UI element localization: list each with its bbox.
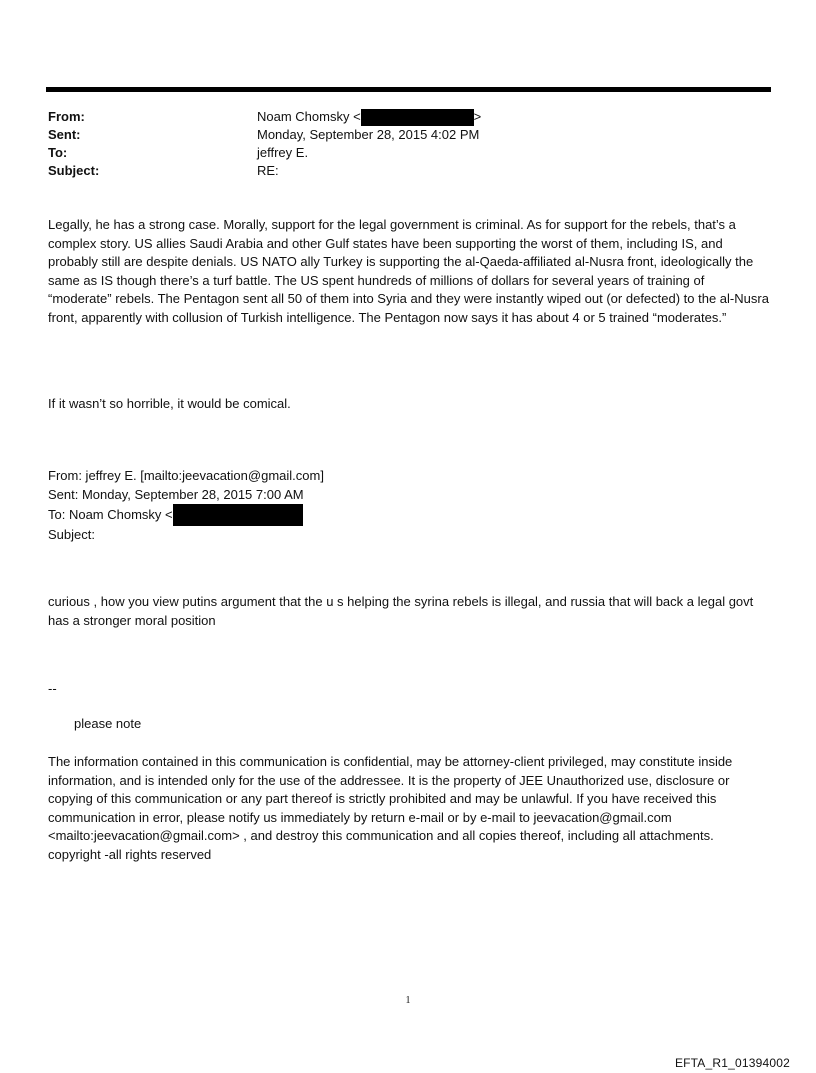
signature-separator: -- — [48, 681, 57, 696]
document-id: EFTA_R1_01394002 — [674, 1056, 790, 1070]
to-value: jeffrey E. — [257, 145, 309, 160]
sent-value: Monday, September 28, 2015 4:02 PM — [257, 127, 480, 142]
from-label: From: — [48, 109, 85, 124]
sent-label: Sent: — [48, 127, 81, 142]
header-subject-row — [48, 162, 481, 180]
forwarded-subject: Subject: — [48, 527, 95, 542]
header-to-row — [48, 144, 481, 162]
subject-value: RE: — [257, 163, 279, 178]
from-close: > — [473, 109, 482, 124]
header-sent-row — [48, 126, 481, 144]
from-value — [257, 108, 481, 126]
forwarded-header — [48, 467, 324, 545]
email-header — [48, 108, 481, 180]
to-label: To: — [48, 145, 68, 160]
subject-label: Subject: — [48, 163, 100, 178]
reply-paragraph-1: Legally, he has a strong case. Morally, support for the legal government is criminal. As for support for the rebels, that’s a complex story. US allies Saudi Arabia and other Gulf states have been supporting the worst of them, including IS, and probably still are despite denials. US NATO ally Turkey is supporting the al-Qaeda-affiliated al-Nusra front, ideologically the same as IS though there’s a turf battle. The US spent hundreds of millions of dollars for several years of training of “moderate” rebels. The Pentagon sent all 50 of them into Syria and they were instantly wiped out (or defected) to the al-Nusra front, apparently with collusion of Turkish intelligence. The Pentagon now says it has about 4 or 5 trained “moderates.” — [48, 217, 769, 325]
page-number: 1 — [405, 995, 411, 1006]
original-message: curious , how you view putins argument that the u s helping the syrina rebels is illegal, and russia that will back a legal govt has a stronger moral position — [48, 594, 754, 628]
forwarded-to-row — [48, 504, 324, 526]
header-rule — [46, 87, 771, 92]
reply-paragraph-2: If it wasn’t so horrible, it would be comical. — [48, 396, 291, 411]
redaction-box — [361, 109, 474, 126]
forwarded-to: To: Noam Chomsky < — [48, 506, 173, 522]
redaction-box — [173, 504, 303, 526]
disclaimer-text: The information contained in this communication is confidential, may be attorney-client privileged, may constitute inside information, and is intended only for the use of the addressee. It is the property of JEE Unauthorized use, disclosure or copying of this communication or any part thereof is strictly prohibited and may be unlawful. If you have received this communication in error, please notify us immediately by return e-mail or by e-mail to jeevacation@gmail.com <mailto:jeevacation@gmail.com> , and destroy this communication and all copies thereof, including all attachments. copyright -all rights reserved — [48, 754, 733, 862]
forwarded-sent: Sent: Monday, September 28, 2015 7:00 AM — [48, 486, 304, 502]
header-from-row — [48, 108, 481, 126]
forwarded-from: From: jeffrey E. [mailto:jeevacation@gmail.com] — [48, 468, 324, 483]
from-name: Noam Chomsky < — [257, 109, 361, 124]
note-heading: please note — [74, 716, 142, 731]
